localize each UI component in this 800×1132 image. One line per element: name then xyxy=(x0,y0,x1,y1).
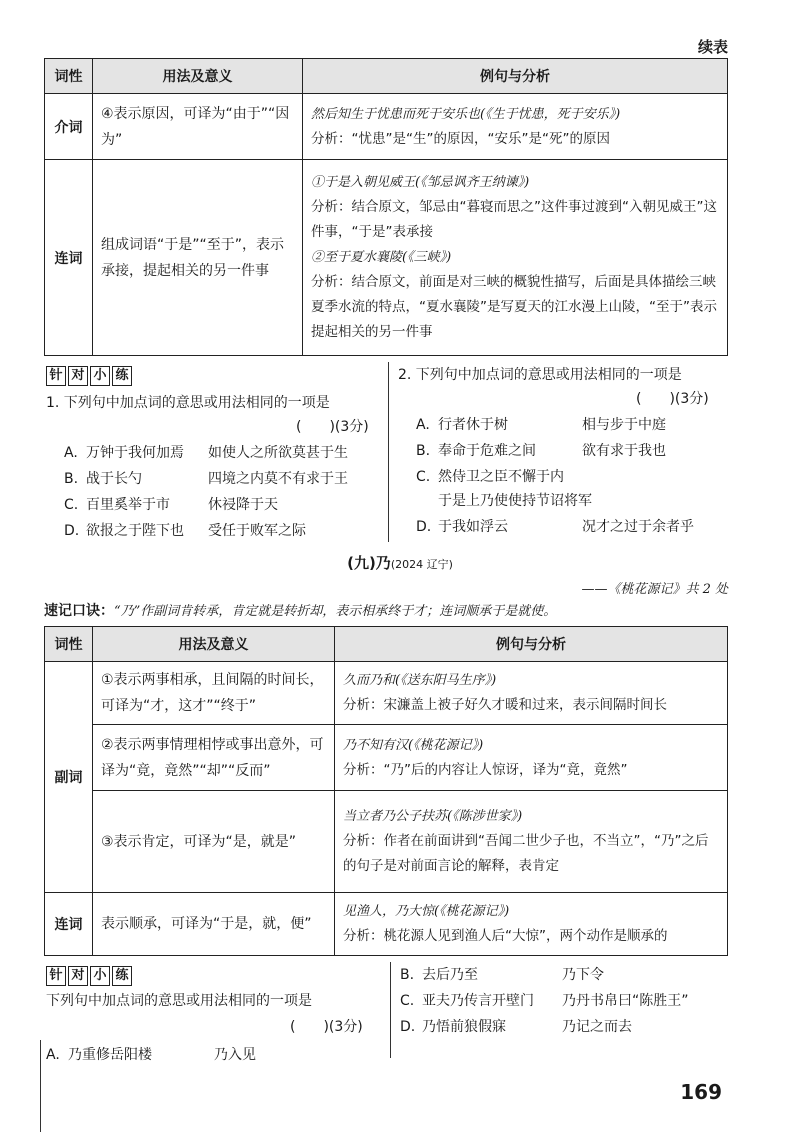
option-b[interactable]: B. 奉命于危难之间 xyxy=(416,443,536,459)
question-2-score: ( )(3分) xyxy=(636,391,709,407)
question-1-stem: 1. 下列句中加点词的意思或用法相同的一项是 xyxy=(46,395,330,411)
pos-cell: 连词 xyxy=(45,160,93,356)
example-quote: ①于是入朝见威王(《邹忌讽齐王纳谏》) xyxy=(311,175,530,190)
question-stem: 下列句中加点词的意思或用法相同的一项是 xyxy=(46,993,312,1009)
example-analysis: 分析：结合原文，前面是对三峡的概貌性描写，后面是具体描绘三峡夏季水流的特点，“夏水襄陵”是写夏天的江水漫上山陵，“至于”表示提起相关的另一件事 xyxy=(311,274,717,340)
example-cell xyxy=(335,725,728,791)
header-pos: 词性 xyxy=(45,627,93,662)
example-cell xyxy=(335,791,728,893)
example-cell xyxy=(303,160,728,356)
option-c-line-2: 于是上乃使使持节诏将军 xyxy=(438,493,592,509)
drill-title-char: 练 xyxy=(112,966,132,986)
header-pos: 词性 xyxy=(45,59,93,94)
drill-title-char: 小 xyxy=(90,966,110,986)
option-c-right: 乃丹书帛曰“陈胜王” xyxy=(562,993,689,1009)
usage-table-yu xyxy=(44,58,728,356)
column-divider xyxy=(390,962,391,1058)
question-score: ( )(3分) xyxy=(290,1019,363,1035)
drill-title xyxy=(46,966,134,986)
option-d[interactable]: D. 于我如浮云 xyxy=(416,519,508,535)
question-2-stem: 2. 下列句中加点词的意思或用法相同的一项是 xyxy=(398,367,682,383)
option-d[interactable]: D. 欲报之于陛下也 xyxy=(64,523,184,539)
example-analysis: 分析：宋濂盖上被子好久才暖和过来，表示间隔时间长 xyxy=(343,697,667,713)
usage-cell: ④表示原因，可译为“由于”“因为” xyxy=(93,94,303,160)
option-d-right: 受任于败军之际 xyxy=(208,523,306,539)
mnemonic xyxy=(44,600,556,620)
usage-cell: ①表示两事相承，且间隔的时间长，可译为“才，这才”“终于” xyxy=(93,662,335,725)
option-a[interactable]: A. 乃重修岳阳楼 xyxy=(46,1047,152,1063)
column-divider xyxy=(388,362,389,542)
mnemonic-body: “乃”作副词肯转承，肯定就是转折却，表示相承终于才；连词顺承于是就使。 xyxy=(114,604,557,619)
example-analysis: 分析：结合原文，邹忌由“暮寝而思之”这件事过渡到“入朝见威王”这件事，“于是”表承接 xyxy=(311,199,717,240)
option-c-right: 休祲降于天 xyxy=(208,497,278,513)
example-quote: 久而乃和(《送东阳马生序》) xyxy=(343,673,497,688)
example-analysis: 分析：桃花源人见到渔人后“大惊”，两个动作是顺承的 xyxy=(343,928,668,944)
example-analysis: 分析：“乃”后的内容让人惊讶，译为“竟，竟然” xyxy=(343,761,628,778)
option-a[interactable]: A. 万钟于我何加焉 xyxy=(64,445,184,461)
option-b[interactable]: B. 战于长勺 xyxy=(64,471,142,487)
pos-cell: 副词 xyxy=(45,662,93,893)
option-b-right: 欲有求于我也 xyxy=(582,443,666,459)
option-b-right: 乃下令 xyxy=(562,967,604,983)
example-analysis: 分析：作者在前面讲到“吾闻二世少子也，不当立”，“乃”之后的句子是对前面言论的解释，表肯定 xyxy=(343,833,709,874)
section-year: (2024 辽宁) xyxy=(390,558,453,571)
option-c[interactable]: C. 百里奚举于市 xyxy=(64,497,170,513)
mnemonic-label: 速记口诀： xyxy=(44,603,114,619)
section-title: (九)乃(2024 辽宁) xyxy=(347,554,453,572)
drill-title xyxy=(46,366,134,386)
option-c[interactable]: C. 然侍卫之臣不懈于内 xyxy=(416,469,564,485)
example-cell xyxy=(303,94,728,160)
example-cell xyxy=(335,662,728,725)
option-d-right: 乃记之而去 xyxy=(562,1019,632,1035)
example-quote: 见渔人，乃大惊(《桃花源记》) xyxy=(343,904,510,919)
option-c[interactable]: C. 亚夫乃传言开壁门 xyxy=(400,993,534,1009)
pos-cell: 连词 xyxy=(45,893,93,956)
continued-label: 续表 xyxy=(697,38,728,56)
example-quote: ②至于夏水襄陵(《三峡》) xyxy=(311,250,452,265)
example-analysis: 分析：“忧患”是“生”的原因，“安乐”是“死”的原因 xyxy=(311,130,610,147)
example-quote: 当立者乃公子扶苏(《陈涉世家》) xyxy=(343,809,523,824)
option-a-right: 如使人之所欲莫甚于生 xyxy=(208,445,348,461)
usage-cell: ③表示肯定，可译为“是，就是” xyxy=(93,791,335,893)
drill-title-char: 对 xyxy=(68,966,88,986)
pos-cell: 介词 xyxy=(45,94,93,160)
header-example: 例句与分析 xyxy=(335,627,728,662)
usage-cell: ②表示两事情理相悖或事出意外，可译为“竟，竟然”“却”“反而” xyxy=(93,725,335,791)
header-usage: 用法及意义 xyxy=(93,627,335,662)
usage-cell: 表示顺承，可译为“于是，就，便” xyxy=(93,893,335,956)
header-example: 例句与分析 xyxy=(303,59,728,94)
example-cell xyxy=(335,893,728,956)
option-b-right: 四境之内莫不有求于王 xyxy=(208,471,348,487)
example-quote: 然后知生于忧患而死于安乐也(《生于忧患，死于安乐》) xyxy=(311,106,621,122)
option-a[interactable]: A. 行者休于树 xyxy=(416,417,508,433)
source-note: ——《桃花源记》共 2 处 xyxy=(581,582,728,597)
usage-cell: 组成词语“于是”“至于”，表示承接，提起相关的另一件事 xyxy=(93,160,303,356)
usage-table-nai xyxy=(44,626,728,956)
option-b[interactable]: B. 去后乃至 xyxy=(400,967,478,983)
question-1-score: ( )(3分) xyxy=(296,419,369,435)
option-a-right: 相与步于中庭 xyxy=(582,417,666,433)
option-d[interactable]: D. 乃悟前狼假寐 xyxy=(400,1019,506,1035)
drill-title-char: 对 xyxy=(68,366,88,386)
page-number: 169 xyxy=(680,1080,722,1104)
header-usage: 用法及意义 xyxy=(93,59,303,94)
example-quote: 乃不知有汉(《桃花源记》) xyxy=(343,737,484,753)
margin-line xyxy=(40,1040,41,1132)
drill-title-char: 小 xyxy=(90,366,110,386)
option-a-right: 乃入见 xyxy=(214,1047,256,1063)
drill-title-char: 针 xyxy=(46,366,66,386)
option-d-right: 况才之过于余者乎 xyxy=(582,519,694,535)
drill-title-char: 练 xyxy=(112,366,132,386)
drill-title-char: 针 xyxy=(46,966,66,986)
